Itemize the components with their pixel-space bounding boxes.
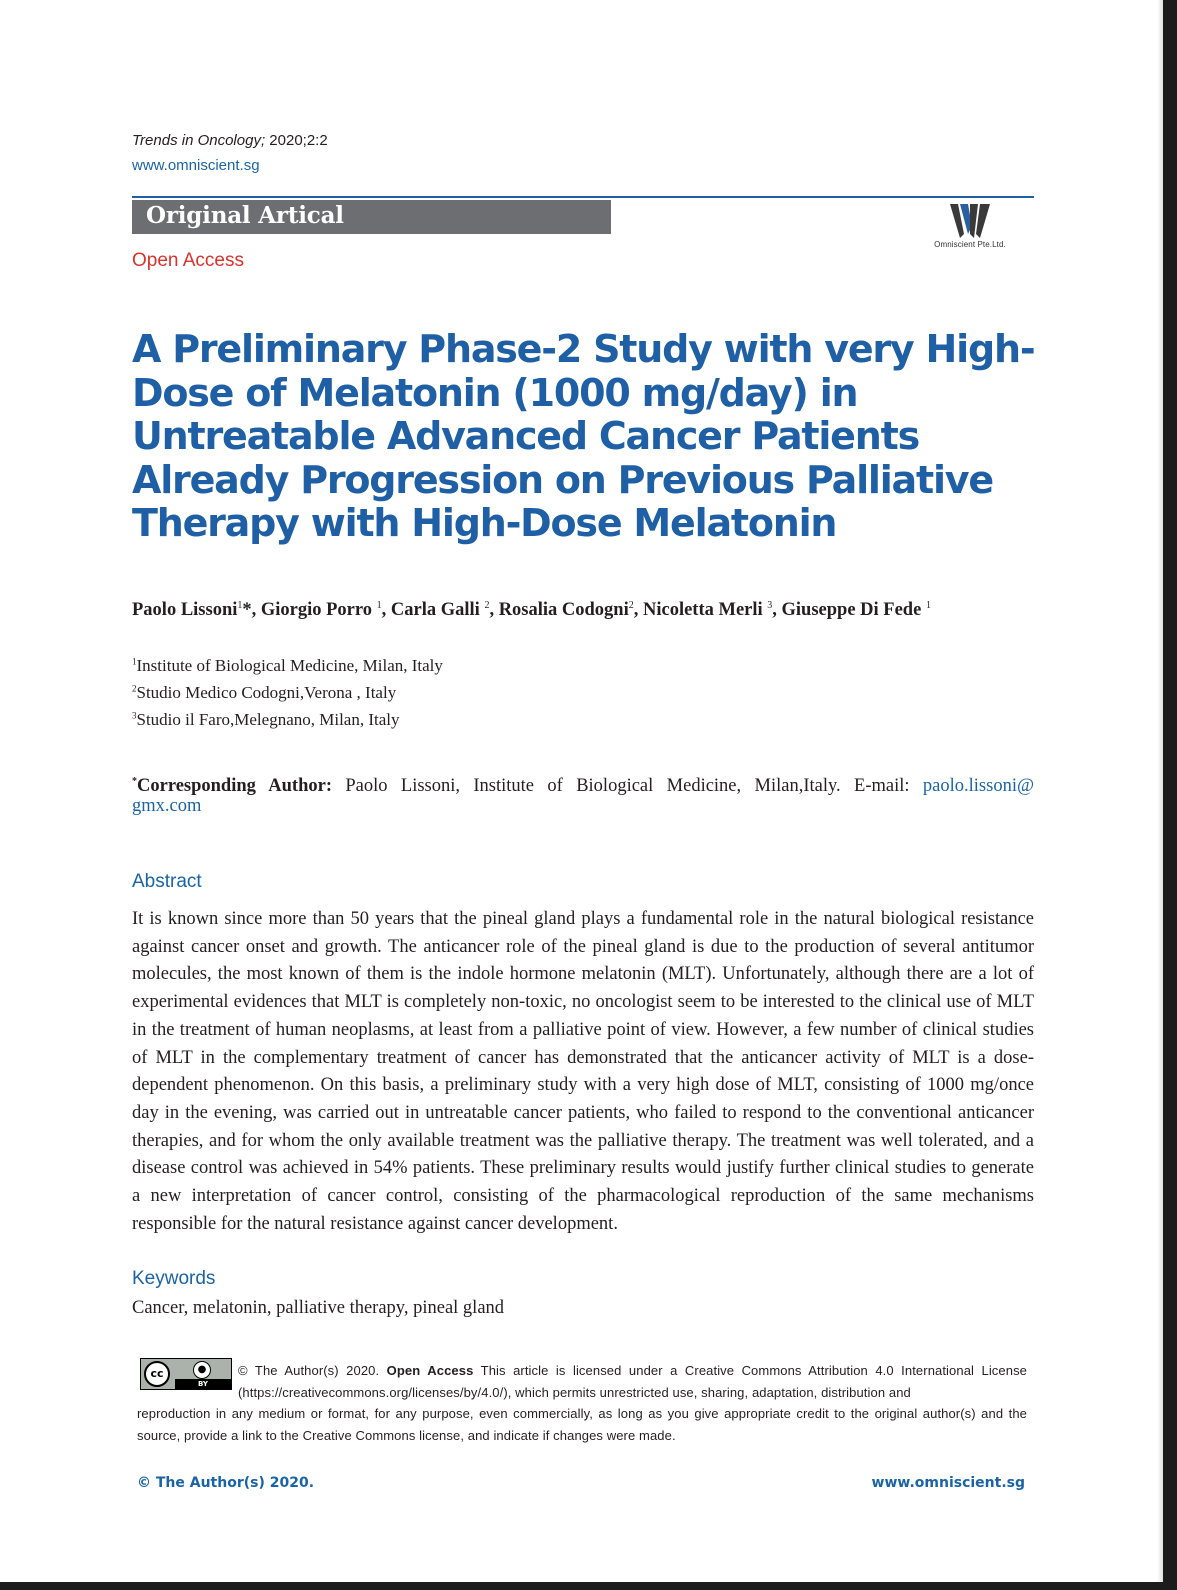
affiliation-sup: 2 [132,683,137,694]
journal-website-link[interactable]: www.omniscient.sg [132,157,260,174]
footer-copyright: © The Author(s) 2020. [137,1475,315,1491]
affiliation-sup: 3 [132,710,137,721]
article-title: A Preliminary Phase-2 Study with very High-Dose of Melatonin (1000 mg/day) in Untreatable Advanced Cancer Patients Already Progression on Previous Palliative Therapy with High-Dose Melatonin [132,327,1035,545]
corresponding-author-text: Paolo Lissoni, Institute of Biological Medicine, Milan,Italy. E-mail: [332,776,923,797]
license-prefix: © The Author(s) 2020. [238,1363,387,1378]
license-text-continued: reproduction in any medium or format, for any purpose, even commercially, as long as you give appropriate credit to the original author(s) and the source, provide a link to the Creative Commons license, and indicate if changes were made. [137,1406,1027,1443]
affiliation-text: Institute of Biological Medicine, Milan, Italy [136,656,443,675]
corresponding-mark: * [132,776,137,787]
affiliation-item [132,683,396,703]
journal-name: Trends in Oncology; [132,132,266,149]
affiliation-item [132,656,443,676]
publisher-logo-icon [950,204,990,238]
author-name: Giuseppe Di Fede [781,600,926,621]
article-type-banner [132,200,611,234]
cc-by-license-badge[interactable] [140,1358,232,1390]
journal-citation [132,132,328,149]
viewer-border-right [1163,0,1177,1590]
author-affiliation-sup: 3 [767,600,773,611]
license-line1: This article is licensed under a Creative Commons Attribution 4.0 International License (https://creativecommons.org/licenses/by/4.0/), which permits unrestricted use, sharing, adaptation, distribution and [238,1363,1027,1400]
author-affiliation-sup: 1 [237,600,243,611]
affiliation-item [132,710,400,730]
keywords-text: Cancer, melatonin, palliative therapy, pineal gland [132,1298,505,1318]
author-affiliation-sup: 1 [925,600,931,611]
footer-website-link[interactable]: www.omniscient.sg [871,1475,1025,1491]
author-name: Carla Galli [390,600,485,621]
affiliation-text: Studio Medico Codogni,Verona , Italy [136,683,397,702]
attribution-person-icon: ● [193,1361,211,1379]
affiliation-text: Studio il Faro,Melegnano, Milan, Italy [136,710,400,729]
corresponding-author [132,768,1034,800]
affiliation-sup: 1 [132,656,137,667]
author-list: Paolo Lissoni$^1$*, Giorgio Porro $^1$, Carla Galli $^2$, Rosalia Codogni$^2$, Nicoletta Merli $^3$, Giuseppe Di Fede $^1$ [132,600,931,621]
article-type-label: Original Artical [146,202,344,229]
corresponding-author-label-wrap [132,776,332,796]
header-rule [132,196,1034,198]
abstract-text: It is known since more than 50 years that the pineal gland plays a fundamental role in the natural biological resistance against cancer onset and growth. The anticancer role of the pineal gland is due to the production of several antitumor molecules, the most known of them is the indole hormone melatonin (MLT). Unfortunately, although there are a lot of experimental evidences that MLT is completely non-toxic, no oncologist seem to be interested to the clinical use of MLT in the treatment of human neoplasms, at least from a palliative point of view. However, a few number of clinical studies of MLT in the complementary treatment of cancer has demonstrated that the anticancer activity of MLT is a dose-dependent phenomenon. On this basis, a preliminary study with a very high dose of MLT, consisting of 1000 mg/once day in the evening, was carried out in untreatable cancer patients, who failed to respond to the conventional anticancer therapies, and for whom the only available treatment was the palliative therapy. The treatment was well tolerated, and a disease control was achieved in 54% patients. These preliminary results would justify further clinical studies to generate a new interpretation of cancer control, consisting of the pharmacological reproduction of the same mechanisms responsible for the natural resistance against cancer development. [132,909,1034,1234]
author-affiliation-sup: 2 [484,600,490,611]
publisher-logo [920,204,1020,249]
keywords-heading: Keywords [132,1268,216,1289]
author-affiliation-sup: 1 [376,600,382,611]
license-text [238,1360,1027,1403]
journal-issue: 2020;2:2 [265,132,328,149]
open-access-label: Open Access [132,250,244,271]
corresponding-author-label: Corresponding Author: [137,776,332,797]
publisher-logo-text: Omniscient Pte.Ltd. [934,240,1006,249]
author-affiliation-sup: 2 [628,600,634,611]
author-name: Paolo Lissoni [132,600,238,621]
author-name: Rosalia Codogni [498,600,629,621]
license-open-access: Open Access [386,1363,474,1378]
email-link[interactable]: paolo.lissoni@ [922,776,1035,797]
corresponding-mark: * [242,600,252,621]
author-name: Nicoletta Merli [642,600,768,621]
abstract-heading: Abstract [132,871,202,892]
email-link-continued[interactable]: gmx.com [132,796,202,816]
viewer-border-bottom [0,1582,1177,1590]
by-label: BY [175,1379,231,1389]
cc-icon: cc [144,1361,170,1387]
author-name: Giorgio Porro [260,600,377,621]
